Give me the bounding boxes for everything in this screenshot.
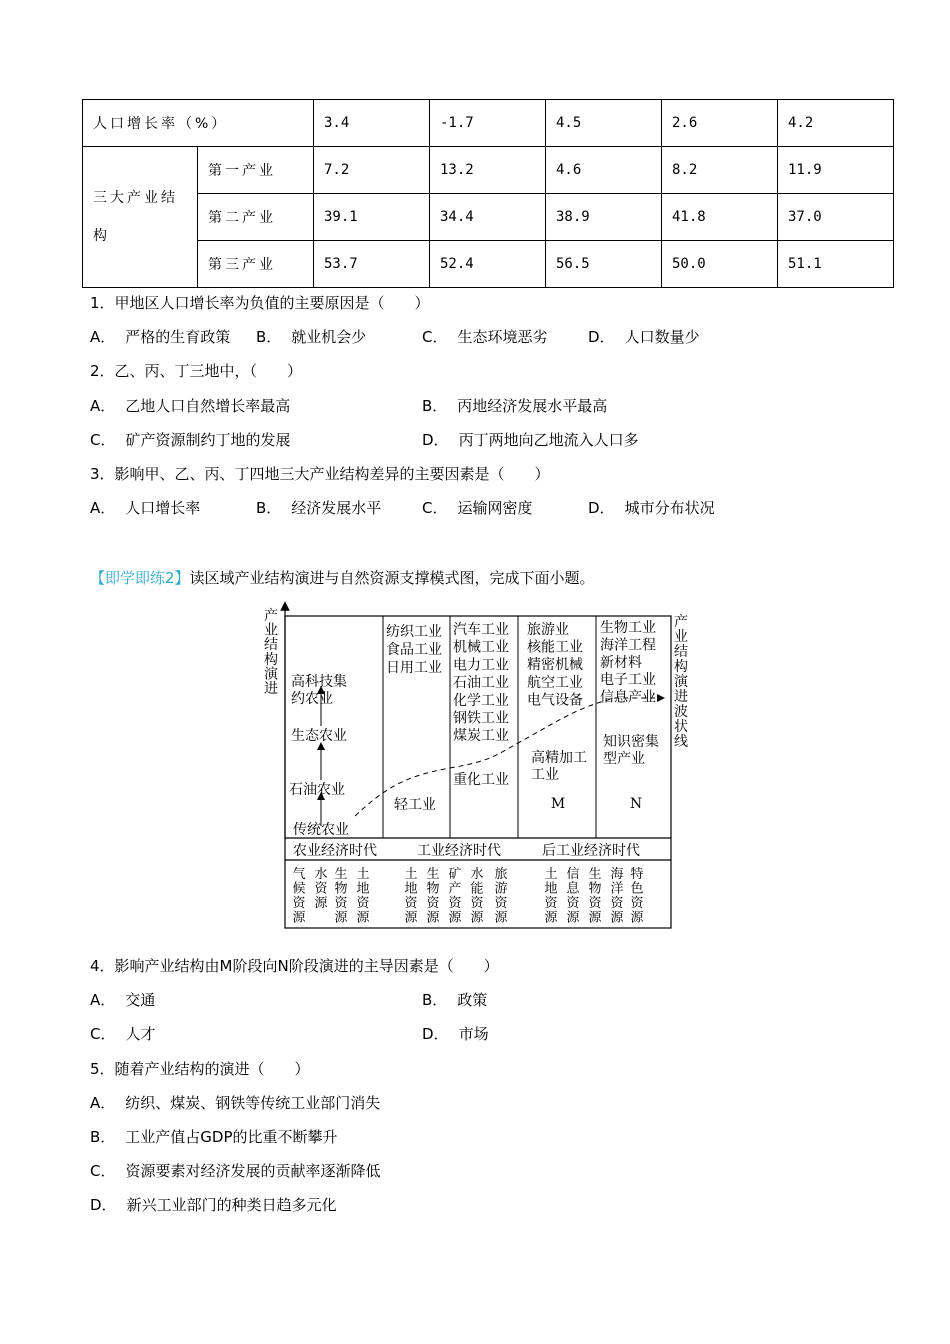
table-cell: 3.4 bbox=[314, 100, 430, 147]
resource-char: 候 bbox=[292, 881, 306, 897]
q4-option-d[interactable]: D． 市场 bbox=[422, 1025, 489, 1043]
table-cell: 50.0 bbox=[662, 241, 778, 288]
stage-m-industry-item: 电气设备 bbox=[527, 692, 583, 709]
table-cell: 51.1 bbox=[778, 241, 894, 288]
stage-n-letter: N bbox=[629, 796, 643, 812]
wave-line-label-char: 进 bbox=[674, 689, 688, 705]
question-1-stem: 1．甲地区人口增长率为负值的主要原因是（ ） bbox=[90, 294, 430, 312]
resource-char: 资 bbox=[630, 896, 644, 911]
heavy-industry-item: 汽车工业 bbox=[453, 622, 509, 638]
y-axis-label-char: 产 bbox=[264, 608, 278, 624]
table-cell: 4.6 bbox=[546, 147, 662, 194]
resource-char: 资 bbox=[448, 896, 462, 911]
industry-structure-label: 三大产业结构 bbox=[83, 147, 198, 288]
resource-char: 游 bbox=[494, 881, 508, 897]
stage-n-label: 型产业 bbox=[603, 751, 645, 767]
resource-char: 物 bbox=[426, 881, 440, 897]
q3-option-b[interactable]: B． 经济发展水平 bbox=[256, 499, 382, 517]
drill-tag: 【即学即练2】 bbox=[90, 569, 190, 587]
resource-char: 资 bbox=[426, 896, 440, 911]
table-cell: 52.4 bbox=[430, 241, 546, 288]
resource-char: 物 bbox=[334, 881, 348, 897]
drill-text: 读区域产业结构演进与自然资源支撑模式图，完成下面小题。 bbox=[189, 569, 595, 587]
stage-n-industry-item: 海洋工程 bbox=[600, 637, 656, 654]
resource-char: 色 bbox=[630, 881, 644, 897]
stage-m-industry-item: 航空工业 bbox=[527, 674, 583, 691]
agri-step-label: 生态农业 bbox=[291, 728, 347, 744]
heavy-industry-item: 化学工业 bbox=[453, 692, 509, 709]
q3-option-d[interactable]: D． 城市分布状况 bbox=[588, 499, 715, 517]
stage-n-label: 知识密集 bbox=[603, 734, 659, 750]
stage-m-industry-item: 旅游业 bbox=[527, 622, 569, 638]
q4-option-a[interactable]: A． 交通 bbox=[90, 991, 156, 1009]
resource-char: 资 bbox=[470, 896, 484, 911]
table-cell: 4.2 bbox=[778, 100, 894, 147]
wave-line-label-char: 状 bbox=[674, 719, 688, 735]
resource-char: 地 bbox=[544, 881, 558, 897]
wave-line-label-char: 业 bbox=[674, 629, 688, 645]
era-label: 农业经济时代 bbox=[293, 843, 377, 859]
row-name: 第二产业 bbox=[198, 194, 314, 241]
table-row bbox=[83, 194, 894, 241]
stage-m-label: 高精加工 bbox=[531, 750, 587, 766]
resource-char: 源 bbox=[334, 910, 348, 926]
agri-step-label: 石油农业 bbox=[289, 782, 345, 798]
population-industry-table bbox=[82, 99, 894, 288]
table-cell: 4.5 bbox=[546, 100, 662, 147]
wave-line-label-char: 结 bbox=[674, 644, 688, 660]
table-row bbox=[83, 100, 894, 147]
wave-line-label-char: 构 bbox=[674, 659, 688, 675]
q3-option-c[interactable]: C． 运输网密度 bbox=[422, 499, 533, 517]
table-cell: 11.9 bbox=[778, 147, 894, 194]
table-cell: 56.5 bbox=[546, 241, 662, 288]
resource-char: 洋 bbox=[610, 881, 624, 897]
heavy-industry-item: 电力工业 bbox=[453, 657, 509, 674]
table-row bbox=[83, 241, 894, 288]
table-cell: 2.6 bbox=[662, 100, 778, 147]
table-cell: 13.2 bbox=[430, 147, 546, 194]
resource-char: 海 bbox=[610, 867, 624, 882]
resource-char: 源 bbox=[426, 910, 440, 926]
resource-char: 物 bbox=[588, 881, 602, 897]
resource-char: 水 bbox=[470, 867, 484, 882]
table-cell: 34.4 bbox=[430, 194, 546, 241]
resource-char: 生 bbox=[588, 867, 602, 882]
q5-option-c[interactable]: C． 资源要素对经济发展的贡献率逐渐降低 bbox=[90, 1162, 381, 1180]
resource-char: 源 bbox=[470, 910, 484, 926]
resource-char: 特 bbox=[630, 867, 644, 882]
resource-char: 能 bbox=[470, 881, 484, 897]
heavy-industry-item: 石油工业 bbox=[453, 675, 509, 692]
table-cell: 41.8 bbox=[662, 194, 778, 241]
table-cell: 8.2 bbox=[662, 147, 778, 194]
resource-char: 矿 bbox=[448, 867, 462, 882]
stage-m-industry-item: 核能工业 bbox=[527, 639, 583, 656]
resource-char: 资 bbox=[610, 896, 624, 911]
light-industry-label: 轻工业 bbox=[394, 797, 436, 813]
table-cell: 39.1 bbox=[314, 194, 430, 241]
wave-line-label-char: 演 bbox=[674, 674, 688, 690]
light-industry-item: 食品工业 bbox=[386, 642, 442, 658]
table-cell: 38.9 bbox=[546, 194, 662, 241]
resource-char: 旅 bbox=[494, 867, 508, 882]
question-5-stem: 5．随着产业结构的演进（ ） bbox=[90, 1060, 310, 1078]
wave-line-label-char: 线 bbox=[674, 734, 688, 750]
y-axis-label-char: 构 bbox=[264, 651, 278, 668]
resource-char: 源 bbox=[448, 910, 462, 926]
growth-rate-label: 人口增长率（%） bbox=[83, 100, 314, 147]
table-cell: 37.0 bbox=[778, 194, 894, 241]
resource-char: 资 bbox=[334, 896, 348, 911]
agri-step-label: 传统农业 bbox=[293, 822, 349, 838]
q2-option-d[interactable]: D． 丙丁两地向乙地流入人口多 bbox=[422, 431, 639, 449]
q1-option-d[interactable]: D． 人口数量少 bbox=[588, 328, 700, 346]
resource-char: 资 bbox=[404, 896, 418, 911]
resource-char: 气 bbox=[292, 867, 306, 882]
q1-option-c[interactable]: C． 生态环境恶劣 bbox=[422, 328, 548, 346]
light-industry-item: 日用工业 bbox=[386, 660, 442, 676]
table-cell: 53.7 bbox=[314, 241, 430, 288]
table-cell: -1.7 bbox=[430, 100, 546, 147]
row-name: 第一产业 bbox=[198, 147, 314, 194]
resource-char: 源 bbox=[566, 910, 580, 926]
resource-char: 源 bbox=[356, 910, 370, 926]
drill-heading bbox=[90, 568, 595, 588]
era-label: 后工业经济时代 bbox=[542, 843, 640, 859]
stage-n-industry-item: 信息产业 bbox=[600, 689, 656, 706]
heavy-industry-label: 重化工业 bbox=[453, 772, 509, 788]
resource-char: 生 bbox=[334, 867, 348, 882]
resource-char: 地 bbox=[356, 881, 370, 897]
resource-char: 生 bbox=[426, 867, 440, 882]
industry-evolution-diagram bbox=[255, 598, 688, 932]
stage-n-industry-item: 电子工业 bbox=[600, 672, 656, 689]
resource-char: 资 bbox=[314, 881, 328, 897]
resource-char: 资 bbox=[494, 896, 508, 911]
wave-line-label-char: 产 bbox=[674, 614, 688, 630]
resource-char: 源 bbox=[588, 910, 602, 926]
resource-char: 土 bbox=[356, 867, 370, 882]
q1-option-a[interactable]: A． 严格的生育政策 bbox=[90, 328, 231, 346]
y-axis-label-char: 业 bbox=[264, 622, 278, 639]
question-4-stem: 4．影响产业结构由M阶段向N阶段演进的主导因素是（ ） bbox=[90, 957, 499, 975]
stage-n-industry-item: 生物工业 bbox=[600, 620, 656, 636]
stage-n-industry-item: 新材料 bbox=[600, 654, 642, 671]
resource-char: 源 bbox=[494, 910, 508, 926]
q3-option-a[interactable]: A． 人口增长率 bbox=[90, 499, 201, 517]
resource-char: 资 bbox=[292, 896, 306, 911]
row-name: 第三产业 bbox=[198, 241, 314, 288]
resource-char: 水 bbox=[314, 867, 328, 882]
agri-top-label: 约农业 bbox=[291, 691, 333, 707]
q2-option-b[interactable]: B． 丙地经济发展水平最高 bbox=[422, 397, 608, 415]
heavy-industry-item: 机械工业 bbox=[453, 639, 509, 656]
resource-char: 源 bbox=[292, 910, 306, 926]
resource-char: 土 bbox=[544, 867, 558, 882]
q5-option-b[interactable]: B． 工业产值占GDP的比重不断攀升 bbox=[90, 1128, 338, 1146]
resource-char: 资 bbox=[566, 896, 580, 911]
table-cell: 7.2 bbox=[314, 147, 430, 194]
resource-char: 信 bbox=[566, 867, 580, 882]
resource-char: 源 bbox=[544, 910, 558, 926]
resource-char: 息 bbox=[566, 881, 580, 897]
stage-m-letter: M bbox=[550, 796, 566, 812]
agri-top-label: 高科技集 bbox=[291, 674, 347, 690]
heavy-industry-item: 煤炭工业 bbox=[453, 728, 509, 745]
question-2-stem: 2．乙、丙、丁三地中，（ ） bbox=[90, 362, 303, 380]
q4-option-c[interactable]: C． 人才 bbox=[90, 1025, 156, 1043]
resource-char: 资 bbox=[544, 896, 558, 911]
y-axis-label-char: 结 bbox=[264, 637, 278, 654]
y-axis-label-char: 进 bbox=[264, 681, 278, 697]
table-row bbox=[83, 147, 894, 194]
q5-option-d[interactable]: D． 新兴工业部门的种类日趋多元化 bbox=[90, 1196, 337, 1214]
resource-char: 地 bbox=[404, 881, 418, 897]
stage-m-industry-item: 精密机械 bbox=[527, 657, 583, 674]
resource-char: 资 bbox=[588, 896, 602, 911]
resource-char: 资 bbox=[356, 896, 370, 911]
resource-char: 土 bbox=[404, 867, 418, 882]
light-industry-item: 纺织工业 bbox=[386, 624, 442, 640]
resource-char: 源 bbox=[630, 910, 644, 926]
wave-line-label-char: 波 bbox=[674, 704, 688, 720]
q1-option-b[interactable]: B． 就业机会少 bbox=[256, 328, 367, 346]
question-3-stem: 3．影响甲、乙、丙、丁四地三大产业结构差异的主要因素是（ ） bbox=[90, 465, 550, 483]
q5-option-a[interactable]: A． 纺织、煤炭、钢铁等传统工业部门消失 bbox=[90, 1094, 381, 1112]
stage-m-label: 工业 bbox=[531, 767, 559, 783]
resource-char: 产 bbox=[448, 881, 462, 897]
resource-char: 源 bbox=[314, 896, 328, 911]
q4-option-b[interactable]: B． 政策 bbox=[422, 991, 488, 1009]
y-axis-label-char: 演 bbox=[264, 666, 278, 683]
era-label: 工业经济时代 bbox=[417, 843, 501, 859]
resource-char: 源 bbox=[610, 910, 624, 926]
q2-option-c[interactable]: C． 矿产资源制约丁地的发展 bbox=[90, 431, 291, 449]
resource-char: 源 bbox=[404, 910, 418, 926]
heavy-industry-item: 钢铁工业 bbox=[453, 710, 509, 727]
q2-option-a[interactable]: A． 乙地人口自然增长率最高 bbox=[90, 397, 291, 415]
